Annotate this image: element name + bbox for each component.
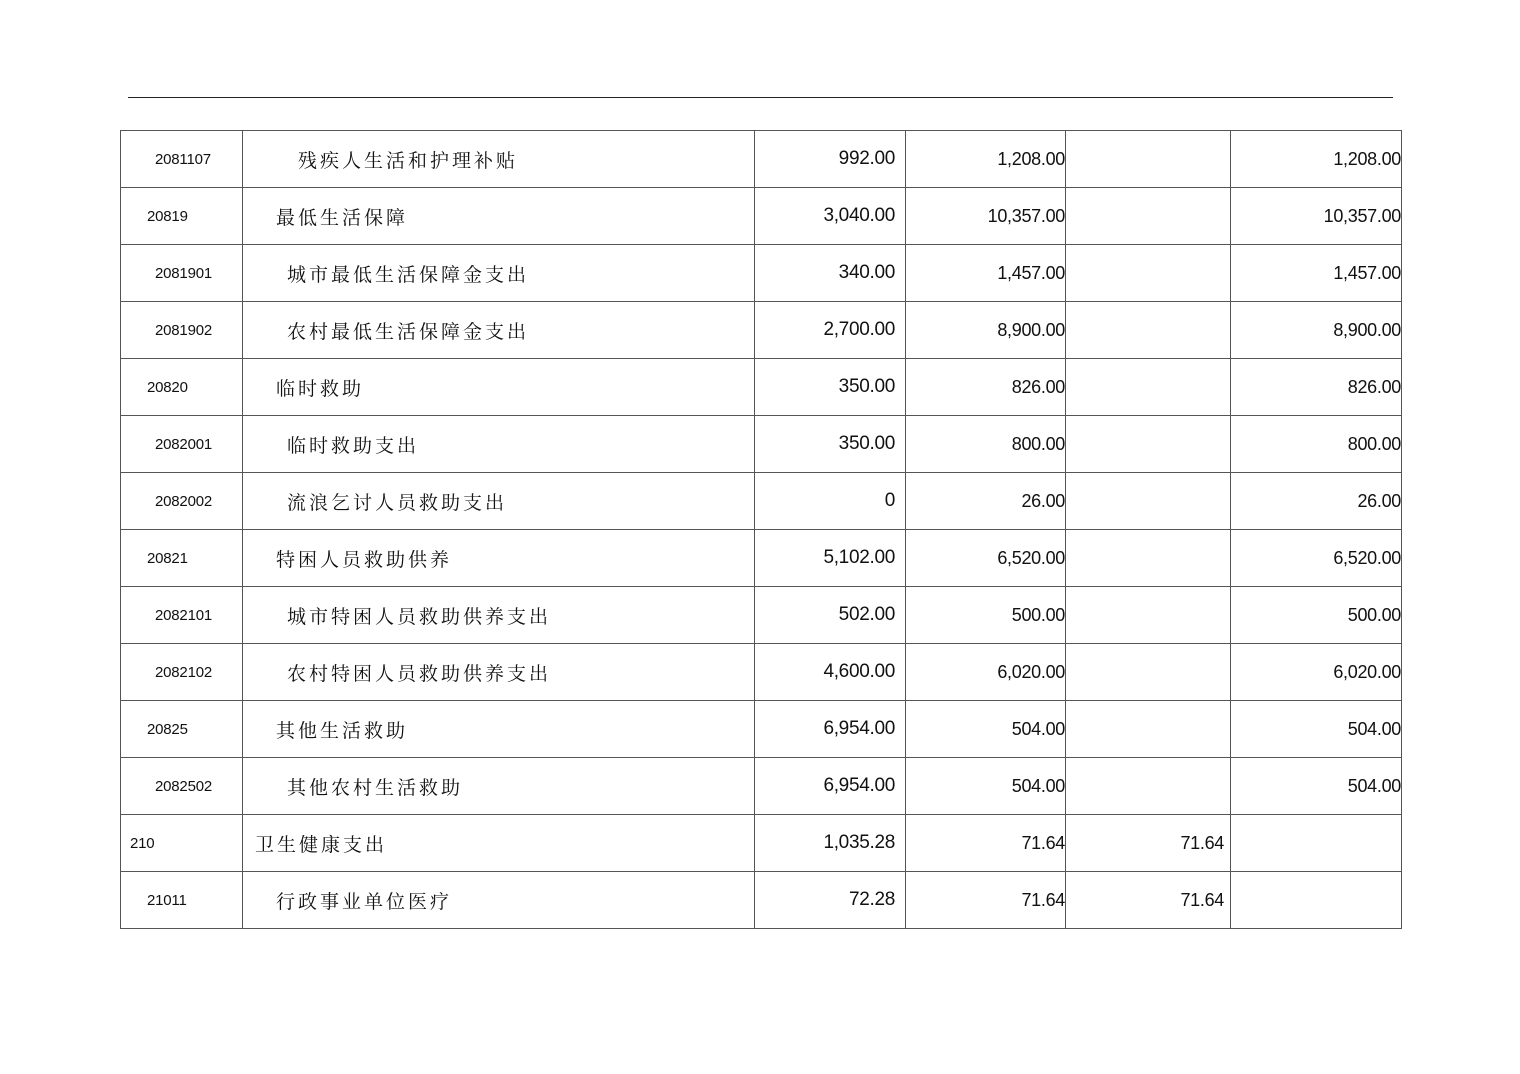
account-code-cell: 20821 xyxy=(121,530,243,587)
amount-col-2-cell: 504.00 xyxy=(906,701,1066,758)
amount-col-4-cell: 1,457.00 xyxy=(1231,245,1402,302)
table-row xyxy=(121,359,1402,416)
account-code-cell: 2082101 xyxy=(121,587,243,644)
amount-col-2-cell: 500.00 xyxy=(906,587,1066,644)
table-row xyxy=(121,131,1402,188)
amount-col-3-cell xyxy=(1066,701,1231,758)
amount-col-3-cell xyxy=(1066,302,1231,359)
account-code-cell: 2082002 xyxy=(121,473,243,530)
amount-col-4-cell xyxy=(1231,815,1402,872)
item-name-cell: 流浪乞讨人员救助支出 xyxy=(243,473,755,530)
amount-col-4-cell: 8,900.00 xyxy=(1231,302,1402,359)
amount-col-3-cell xyxy=(1066,587,1231,644)
table-row xyxy=(121,245,1402,302)
account-code-cell: 20820 xyxy=(121,359,243,416)
amount-col-1-cell: 6,954.00 xyxy=(755,758,906,815)
item-name-cell: 临时救助 xyxy=(243,359,755,416)
amount-col-3-cell: 71.64 xyxy=(1066,872,1231,929)
item-name-cell: 城市特困人员救助供养支出 xyxy=(243,587,755,644)
amount-col-3-cell xyxy=(1066,245,1231,302)
account-code-cell: 21011 xyxy=(121,872,243,929)
account-code-cell: 2082001 xyxy=(121,416,243,473)
item-name-cell: 特困人员救助供养 xyxy=(243,530,755,587)
amount-col-4-cell: 826.00 xyxy=(1231,359,1402,416)
table-row xyxy=(121,872,1402,929)
amount-col-1-cell: 350.00 xyxy=(755,359,906,416)
amount-col-1-cell: 0 xyxy=(755,473,906,530)
amount-col-3-cell xyxy=(1066,473,1231,530)
item-name-cell: 临时救助支出 xyxy=(243,416,755,473)
item-name-cell: 其他生活救助 xyxy=(243,701,755,758)
amount-col-1-cell: 2,700.00 xyxy=(755,302,906,359)
amount-col-3-cell xyxy=(1066,758,1231,815)
amount-col-2-cell: 504.00 xyxy=(906,758,1066,815)
amount-col-2-cell: 8,900.00 xyxy=(906,302,1066,359)
amount-col-2-cell: 6,020.00 xyxy=(906,644,1066,701)
item-name-cell: 卫生健康支出 xyxy=(243,815,755,872)
amount-col-2-cell: 71.64 xyxy=(906,815,1066,872)
amount-col-1-cell: 3,040.00 xyxy=(755,188,906,245)
amount-col-2-cell: 10,357.00 xyxy=(906,188,1066,245)
item-name-cell: 其他农村生活救助 xyxy=(243,758,755,815)
table-row xyxy=(121,302,1402,359)
amount-col-3-cell xyxy=(1066,131,1231,188)
amount-col-1-cell: 6,954.00 xyxy=(755,701,906,758)
amount-col-1-cell: 340.00 xyxy=(755,245,906,302)
table-row xyxy=(121,644,1402,701)
budget-table-body xyxy=(121,131,1402,929)
amount-col-3-cell xyxy=(1066,359,1231,416)
account-code-cell: 20819 xyxy=(121,188,243,245)
amount-col-2-cell: 1,208.00 xyxy=(906,131,1066,188)
item-name-cell: 最低生活保障 xyxy=(243,188,755,245)
account-code-cell: 20825 xyxy=(121,701,243,758)
table-row xyxy=(121,587,1402,644)
amount-col-4-cell: 1,208.00 xyxy=(1231,131,1402,188)
amount-col-4-cell: 6,020.00 xyxy=(1231,644,1402,701)
account-code-cell: 2081902 xyxy=(121,302,243,359)
amount-col-3-cell xyxy=(1066,188,1231,245)
amount-col-4-cell: 504.00 xyxy=(1231,758,1402,815)
amount-col-2-cell: 1,457.00 xyxy=(906,245,1066,302)
amount-col-3-cell xyxy=(1066,416,1231,473)
amount-col-2-cell: 800.00 xyxy=(906,416,1066,473)
amount-col-1-cell: 4,600.00 xyxy=(755,644,906,701)
amount-col-2-cell: 26.00 xyxy=(906,473,1066,530)
header-rule xyxy=(128,97,1393,98)
account-code-cell: 210 xyxy=(121,815,243,872)
table-row xyxy=(121,701,1402,758)
table-row xyxy=(121,815,1402,872)
table-row xyxy=(121,758,1402,815)
account-code-cell: 2082102 xyxy=(121,644,243,701)
amount-col-1-cell: 72.28 xyxy=(755,872,906,929)
amount-col-4-cell: 800.00 xyxy=(1231,416,1402,473)
amount-col-3-cell: 71.64 xyxy=(1066,815,1231,872)
item-name-cell: 残疾人生活和护理补贴 xyxy=(243,131,755,188)
amount-col-2-cell: 71.64 xyxy=(906,872,1066,929)
amount-col-3-cell xyxy=(1066,644,1231,701)
amount-col-3-cell xyxy=(1066,530,1231,587)
item-name-cell: 农村特困人员救助供养支出 xyxy=(243,644,755,701)
account-code-cell: 2081901 xyxy=(121,245,243,302)
budget-table xyxy=(120,130,1402,929)
amount-col-1-cell: 502.00 xyxy=(755,587,906,644)
item-name-cell: 城市最低生活保障金支出 xyxy=(243,245,755,302)
amount-col-2-cell: 6,520.00 xyxy=(906,530,1066,587)
item-name-cell: 农村最低生活保障金支出 xyxy=(243,302,755,359)
amount-col-1-cell: 1,035.28 xyxy=(755,815,906,872)
amount-col-2-cell: 826.00 xyxy=(906,359,1066,416)
amount-col-4-cell: 26.00 xyxy=(1231,473,1402,530)
table-row xyxy=(121,530,1402,587)
table-row xyxy=(121,188,1402,245)
amount-col-4-cell: 504.00 xyxy=(1231,701,1402,758)
amount-col-4-cell: 500.00 xyxy=(1231,587,1402,644)
amount-col-1-cell: 350.00 xyxy=(755,416,906,473)
amount-col-1-cell: 992.00 xyxy=(755,131,906,188)
account-code-cell: 2082502 xyxy=(121,758,243,815)
table-row xyxy=(121,416,1402,473)
amount-col-4-cell xyxy=(1231,872,1402,929)
table-row xyxy=(121,473,1402,530)
amount-col-4-cell: 6,520.00 xyxy=(1231,530,1402,587)
item-name-cell: 行政事业单位医疗 xyxy=(243,872,755,929)
account-code-cell: 2081107 xyxy=(121,131,243,188)
amount-col-4-cell: 10,357.00 xyxy=(1231,188,1402,245)
amount-col-1-cell: 5,102.00 xyxy=(755,530,906,587)
